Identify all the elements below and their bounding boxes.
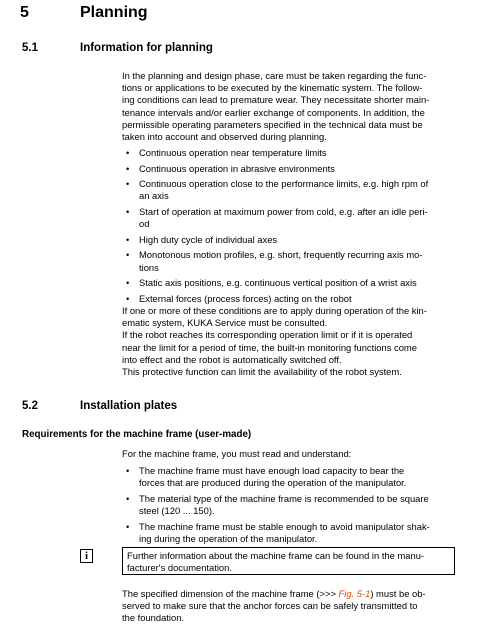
list-item [122,234,462,246]
bullet-icon: • [126,465,130,476]
wear-conditions-list [122,147,462,308]
text-fragment: ) must be ob- [370,588,426,599]
list-item [122,493,462,517]
list-item [122,206,462,230]
text-line: If one or more of these conditions are to apply during operation of the kin- [122,305,427,316]
text-line: Continuous operation close to the performance limits, e.g. high rpm of [139,178,429,190]
text-line: Continuous operation in abrasive environments [139,162,335,174]
bullet-icon: • [126,249,130,261]
text-line: near the limit for a period of time, the built-in monitoring functions come [122,341,417,353]
text-line: od [139,218,150,230]
list-item [122,249,462,273]
requirements-list [122,465,462,548]
bullet-icon: • [126,147,130,158]
consultation-paragraph [122,305,462,378]
text-line: The machine frame must be stable enough to avoid manipulator shak- [139,520,430,532]
bullet-icon: • [126,162,130,174]
list-item [122,147,462,159]
info-icon: i [80,549,93,563]
text-line: ematic system, KUKA Service must be consulted. [122,317,328,329]
text-line: permissible operating parameters specified in the technical data must be [122,118,423,130]
section-title: Information for planning [80,42,213,54]
chapter-number: 5 [20,4,29,21]
section-number: 5.1 [22,42,38,54]
text-line: tions [139,261,159,273]
text-line: taken into account and observed during planning. [122,131,327,143]
text-line: into effect and the robot is automatically switched off. [122,353,342,365]
text-line: This protective function can limit the availability of the robot system. [122,366,402,378]
requirements-intro [122,448,462,460]
text-line: In the planning and design phase, care must be taken regarding the func- [122,70,427,81]
list-item [122,178,462,202]
bullet-icon: • [126,492,130,504]
bullet-icon: • [126,277,130,289]
intro-paragraph [122,70,462,143]
section-title: Installation plates [80,400,178,412]
text-line: forces that are produced during the operation of the manipulator. [139,477,407,489]
list-item [122,277,462,289]
text-line: steel (120 ... 150). [139,505,215,516]
bullet-icon: • [126,205,130,217]
subheading: Requirements for the machine frame (user-made) [22,429,252,440]
text-line [122,588,462,600]
text-line: Static axis positions, e.g. continuous vertical position of a wrist axis [139,277,417,289]
text-line: Continuous operation near temperature limits [139,147,327,158]
text-line: The machine frame must have enough load capacity to bear the [139,465,405,476]
section-number: 5.2 [22,400,38,412]
text-line: tenance intervals and/or earlier exchange of components. In addition, the [122,106,425,118]
bullet-icon: • [126,292,130,304]
closing-paragraph [122,588,462,625]
bullet-icon: • [126,520,130,532]
text-line: Further information about the machine frame can be found in the manu- [127,550,425,561]
text-line: an axis [139,190,169,202]
text-line: ing during the operation of the manipulator. [139,532,318,544]
text-line: facturer's documentation. [127,562,232,574]
text-line: Start of operation at maximum power from cold, e.g. after an idle peri- [139,205,428,217]
text-line: served to make sure that the anchor forces can be safely transmitted to [122,600,418,612]
list-item [122,465,462,489]
list-item [122,163,462,175]
figure-link[interactable]: Fig. 5-1 [338,588,371,599]
text-line: If the robot reaches its corresponding operation limit or if it is operated [122,329,413,341]
text-line: High duty cycle of individual axes [139,233,278,245]
text-line: The material type of the machine frame is recommended to be square [139,492,429,504]
list-item [122,521,462,545]
text-line: ing conditions can lead to premature wear. They necessitate shorter main- [122,94,430,106]
text-line: Monotonous motion profiles, e.g. short, frequently recurring axis mo- [139,249,423,261]
text-fragment: The specified dimension of the machine frame (>>> [122,588,339,599]
list-item [122,293,462,305]
bullet-icon: • [126,178,130,190]
text-line: For the machine frame, you must read and understand: [122,448,352,459]
text-line: External forces (process forces) acting on the robot [139,292,352,304]
bullet-icon: • [126,233,130,245]
chapter-title: Planning [80,4,148,21]
text-line: tions or applications to be executed by the kinematic system. The follow- [122,82,423,94]
info-note [122,547,455,575]
text-line: the foundation. [122,612,185,624]
